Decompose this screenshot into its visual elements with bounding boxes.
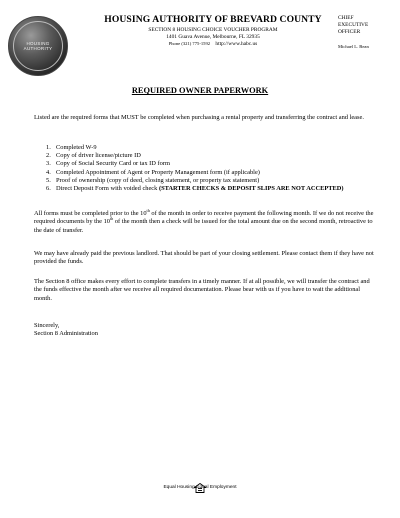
ceo-title-line2: EXECUTIVE <box>338 22 369 29</box>
organization-address: 1401 Guava Avenue, Melbourne, FL 32935 <box>166 34 260 40</box>
ceo-name: Michael L. Bean <box>338 44 369 49</box>
logo-text <box>9 41 67 51</box>
contact-line <box>88 41 338 47</box>
direct-deposit-warning: (STARTER CHECKS & DEPOSIT SLIPS ARE NOT ACCEPTED) <box>158 185 344 193</box>
ceo-title-line1: CHIEF <box>338 15 354 21</box>
list-item: 3. Copy of Social Security Card or tax ID form <box>46 160 170 168</box>
deadline-paragraph: All forms must be completed prior to the 10th of the month in order to receive payment the following month. If we do not receive the required documents by the 10th of the month then a check will be issued for the total amount due on the second month, retroactive to the date of transfer. <box>34 207 374 234</box>
logo-text-line2: AUTHORITY <box>23 46 53 51</box>
required-forms-list <box>46 144 376 193</box>
organization-name: HOUSING AUTHORITY OF BREVARD COUNTY <box>104 14 322 25</box>
equal-housing-text: Equal Housing-Equal Employment <box>163 485 237 490</box>
section8-office-paragraph: The Section 8 office makes every effort to complete transfers in a timely manner. If at all possible, we will transfer the contract and the funds effective the month after we receive all required documentation. Please bear with us if you have to wait the additional month. <box>34 278 370 302</box>
list-item: 2. Copy of driver license/picture ID <box>46 152 141 160</box>
housing-authority-logo <box>8 16 68 76</box>
signoff <box>34 322 374 339</box>
list-item: 4. Completed Appointment of Agent or Property Management form (if applicable) <box>46 168 260 176</box>
signoff-salutation: Sincerely, <box>34 322 60 329</box>
ceo-title <box>338 15 398 36</box>
intro-paragraph: Listed are the required forms that MUST be completed when purchasing a rental property and transferring the contract and lease. <box>34 114 364 121</box>
ceo-title-line3: OFFICER <box>338 29 361 36</box>
phone-number: Phone (321) 775-1592 <box>168 41 211 46</box>
website-link[interactable]: http://www.habc.us <box>215 41 258 47</box>
program-name: SECTION 8 HOUSING CHOICE VOUCHER PROGRAM <box>148 27 278 33</box>
document-title: REQUIRED OWNER PAPERWORK <box>131 86 269 95</box>
list-item: 6. Direct Deposit Form with voided check (STARTER CHECKS & DEPOSIT SLIPS ARE NOT ACCEPTED) <box>46 185 344 193</box>
list-item: 1. Completed W-9 <box>46 144 97 151</box>
signoff-signature: Section 8 Administration <box>34 330 98 338</box>
logo-text-line1: HOUSING <box>26 41 50 46</box>
previous-landlord-paragraph: We may have already paid the previous landlord. That should be part of your closing settlement. Please contact them if they have not provided the funds. <box>34 250 374 266</box>
list-item: 5. Proof of ownership (copy of deed, closing statement, or property tax statement) <box>46 176 260 184</box>
